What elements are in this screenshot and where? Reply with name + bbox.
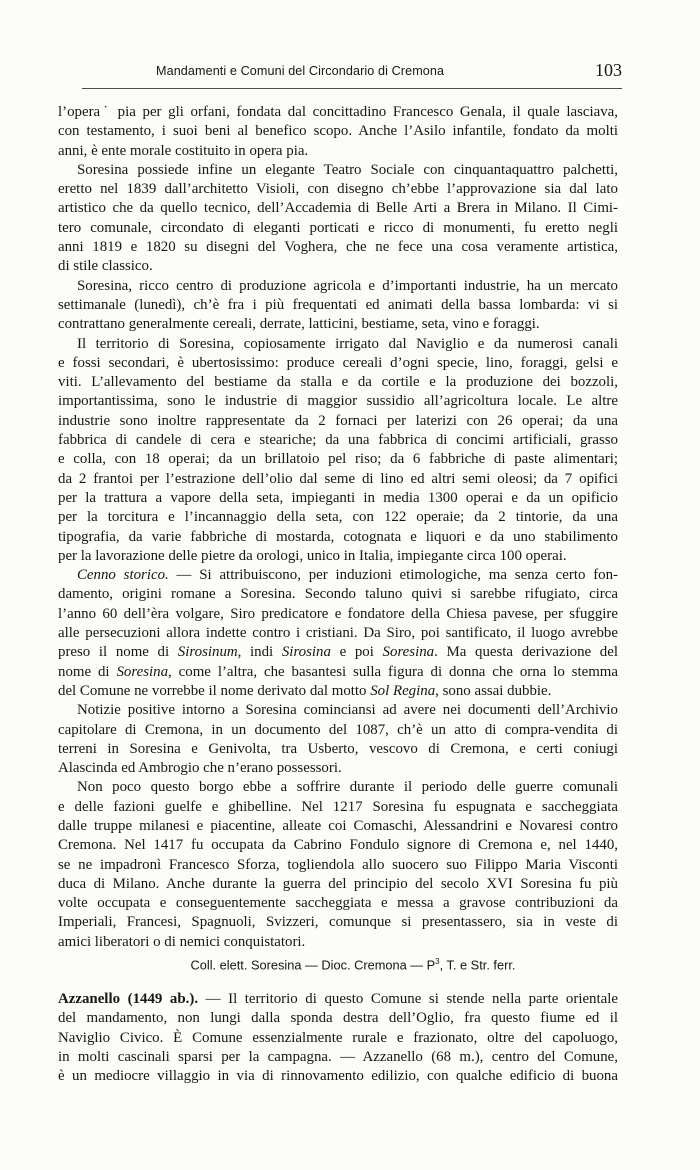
text-line: artistico che da quello tecnico, dell’Accademia di Belle Arti a Brera in Milano. Il Cimi- [58,200,618,217]
text-line: per la torcitura e l’incannaggio della seta, con 122 operaie; da 2 tintorie, da una [58,509,618,526]
text-line: Non poco questo borgo ebbe a soffrire durante il periodo delle guerre comunali [77,779,618,796]
text-line [58,566,618,585]
text-line: Cremona. Nel 1417 fu occupata da Cabrino Fondulo signore di Cremona e, nel 1440, [58,837,618,854]
text-line: damento, origini romane a Soresina. Secondo taluno quivi si sarebbe rifugiato, circa [58,586,618,603]
text-line: importantissima, sono le industrie di maggior sussidio all’agricoltura locale. Le altre [58,393,618,410]
text-line: industrie sono inoltre rappresentate da 2 fornaci per laterizi con 26 operai; da una [58,412,618,429]
text-line: tipografia, da varie fabbriche di mostarda, cotognata e liquori e da uno stabilimento [58,528,618,545]
text-line: in molti cascinali sparsi per la campagna. — Azzanello (68 m.), centro del Comune, [58,1048,618,1065]
text-span: — Si attribuiscono, per induzioni etimologiche, ma senza certo fon- [168,567,619,584]
text-line [58,663,618,682]
text-span: Coll. elett. Soresina — Dioc. Cremona — P [190,957,436,973]
text-line: Imperiali, Francesi, Spagnuoli, Svizzeri, comunque si presentassero, sia in veste di [58,914,618,931]
text-line: del mandamento, non lungi dalla sponda destra dell’Oglio, fra questo fiume ed il [58,1010,618,1027]
text-line: alle persecuzioni allora indette contro i cristiani. Da Siro, poi santificato, il luogo avrebbe [58,625,618,642]
text-line: capitolare di Cremona, in un documento del 1087, ch’è un atto di compra-vendita di [58,721,618,738]
text-line: terreni in Soresina e Genivolta, tra Usberto, vescovo di Cremona, e certi coniugi [58,740,618,757]
text-line: viti. L’allevamento del bestiame da stalla e da cortile e la produzione dei bozzoli, [58,374,618,391]
text-span: preso il nome di [58,644,178,661]
text-line: è un mediocre villaggio in via di rinnovamento edilizio, con qualche edificio di buona [58,1068,618,1085]
italic-term: Sirosina [281,644,331,661]
text-line: da 2 frantoi per l’estrazione dell’olio dal seme di lino ed altri semi oleosi; da 7 opifici [58,470,618,487]
text-span: nome di [58,663,117,680]
text-line: l’anno 60 dell’èra volgare, Siro predicatore e fondatore della Chiesa pavese, per sfuggire [58,605,618,622]
italic-term: Soresina [382,644,435,661]
text-line: duca di Milano. Anche durante la guerra del principio del secolo XVI Soresina fu più [58,875,618,892]
text-line: di stile classico. [58,258,153,275]
running-title: Mandamenti e Comuni del Circondario di Cremona [156,64,445,78]
text-span: , indi [237,644,282,661]
text-span: del Comune ne vorrebbe il nome derivato dal motto [58,682,371,699]
text-line: Soresina possiede infine un elegante Teatro Sociale con cinquantaquattro palchetti, [77,161,618,178]
text-line: amici liberatori o di nemici conquistatori. [58,933,306,950]
text-span: . Ma questa derivazione del [434,644,618,661]
text-span: , sono assai dubbie. [435,682,552,699]
entry-heading-azzanello: Azzanello (1449 ab.). [58,991,199,1008]
text-line: e delle fazioni guelfe e ghibelline. Nel 1217 Soresina fu espugnata e saccheggiata [58,798,618,815]
section-label-cenno-storico: Cenno storico. [77,567,169,584]
section-spacer [58,971,618,990]
text-line: anni 1819 e 1820 su disegni del Voghera, che ne fece una cosa veramente artistica, [58,239,618,256]
text-line [58,682,618,701]
text-line: volte occupata e conseguentemente saccheggiata e messa a gravose contribuzioni da [58,895,618,912]
italic-term: Sirosinum [177,644,238,661]
text-line [58,643,618,662]
text-line: contrattano generalmente cereali, derrate, latticini, bestiame, seta, vino e foraggi. [58,316,540,333]
text-line: Soresina, ricco centro di produzione agricola e d’importanti industrie, ha un mercato [77,277,618,294]
text-line: e colla, con 18 operai; da un brillatoio pel riso; da 6 fabbriche di paste alimentari; [58,451,618,468]
text-line: se ne impadronì Francesco Sforza, togliendola allo suocero suo Filippo Maria Visconti [58,856,618,873]
text-line: anni, è ente morale costituito in opera pia. [58,142,309,159]
italic-term: Sol Regina [370,682,436,699]
text-line [58,990,618,1009]
text-span: — Il territorio di questo Comune si stende nella parte orientale [198,991,618,1008]
text-line: l’opera˙ pia per gli orfani, fondata dal concittadino Francesco Genala, il quale lasciava, [58,104,618,120]
text-line: Il territorio di Soresina, copiosamente irrigato dal Naviglio e da numerosi canali [77,335,618,352]
text-line: Notizie positive intorno a Soresina cominciansi ad avere nei documenti dell’Archivio [77,702,618,719]
superscript: 3 [435,957,440,967]
text-line: per la lavorazione delle pietre da orologi, unico in Italia, impiegante circa 100 operai. [58,547,567,564]
text-line: Alascinda ed Ambrogio che n’erano possessori. [58,760,342,777]
text-line: Naviglio Civico. È Comune essenzialmente rurale e frazionato, oltre del capoluogo, [58,1029,618,1046]
text-line: fabbrica di candele di cera e steariche; da una fabbrica di concimi artificiali, grasso [58,432,618,449]
text-line: dalle truppe milanesi e piacentine, alleate coi Comaschi, Alessandrini e Novaresi contro [58,817,618,834]
text-line: per la trattura a vapore della seta, impieganti in media 1300 operai e da un opificio [58,489,618,506]
text-span: , T. e Str. ferr. [439,957,516,973]
text-line: settimanale (lunedì), ch’è fra i più frequentati ed animati della bassa lombarda: vi si [58,296,618,313]
text-line: e fossi secondari, è ubertosissimo: produce cereali d’ogni specie, lino, foraggi, gelsi e [58,354,618,371]
text-line: eretto nel 1839 dall’architetto Visioli, con disegno ch’ebbe l’approvazione sia dal lato [58,181,618,198]
text-line: tero comunale, circondato di eleganti porticati e ricco di monumenti, fu eretto negli [58,219,618,236]
header-rule [82,88,622,89]
page-body [58,103,618,1087]
page-number: 103 [595,60,622,80]
collegio-info-line [58,952,618,971]
italic-term: Soresina [116,663,169,680]
text-line: con testamento, i suoi beni al benefico scopo. Anche l’Asilo infantile, fondato da molti [58,123,618,140]
text-span: , come l’altra, che basantesi sulla figura di donna che orna lo stemma [168,663,618,680]
running-head [82,62,622,82]
text-span: e poi [330,644,383,661]
